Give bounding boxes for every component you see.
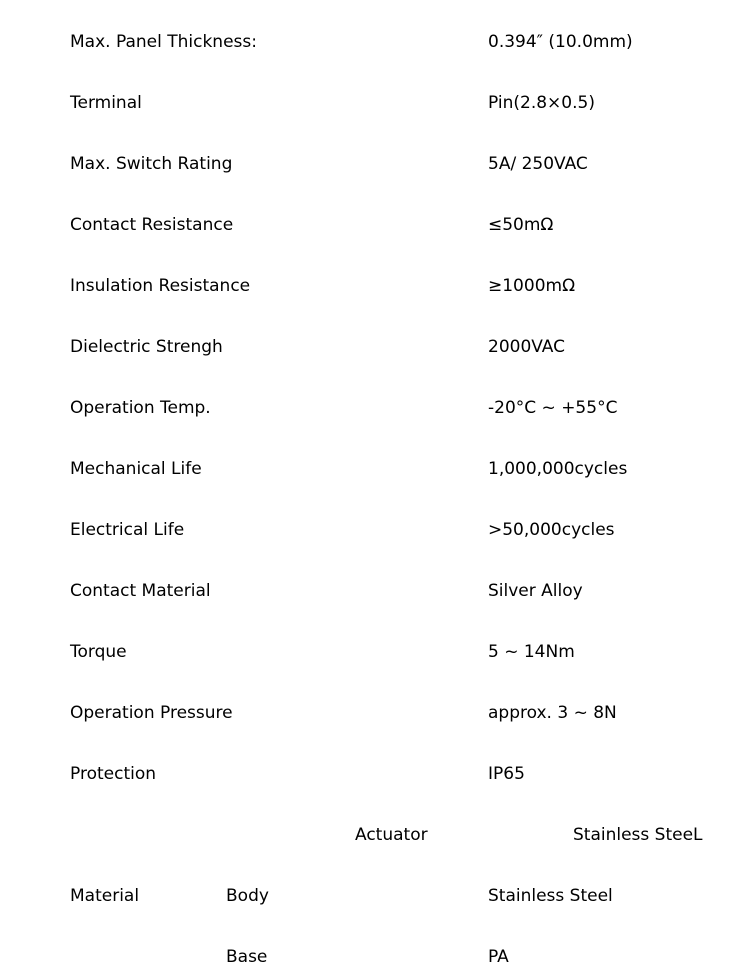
spec-value: 5 ~ 14Nm [488, 642, 575, 662]
spec-label: Dielectric Strengh [70, 337, 223, 357]
spec-row-dielectric-strength [0, 332, 750, 362]
spec-value: Pin(2.8×0.5) [488, 93, 595, 113]
spec-row-mechanical-life [0, 454, 750, 484]
spec-label: Terminal [70, 93, 142, 113]
spec-value: 1,000,000cycles [488, 459, 628, 479]
spec-value: -20°C ~ +55°C [488, 398, 618, 418]
spec-row-panel-thickness [0, 27, 750, 57]
spec-label: Insulation Resistance [70, 276, 251, 296]
spec-row-operation-temp [0, 393, 750, 423]
spec-value: Silver Alloy [488, 581, 583, 601]
spec-label: Max. Switch Rating [70, 154, 233, 174]
spec-row-contact-material [0, 576, 750, 606]
spec-value: IP65 [488, 764, 525, 784]
spec-value: ≥1000mΩ [488, 276, 576, 296]
material-row-body [0, 881, 750, 911]
spec-label: Mechanical Life [70, 459, 202, 479]
material-base-label: Base [226, 947, 268, 967]
spec-row-contact-resistance [0, 210, 750, 240]
spec-label: Max. Panel Thickness: [70, 32, 257, 52]
spec-label: Contact Resistance [70, 215, 234, 235]
spec-row-insulation-resistance [0, 271, 750, 301]
spec-row-operation-pressure [0, 698, 750, 728]
spec-row-electrical-life [0, 515, 750, 545]
spec-label: Electrical Life [70, 520, 185, 540]
material-label: Material [70, 886, 140, 906]
spec-row-protection [0, 759, 750, 789]
spec-value: 2000VAC [488, 337, 566, 357]
spec-label: Torque [70, 642, 127, 662]
spec-value: 0.394″ (10.0mm) [488, 32, 633, 52]
spec-value: >50,000cycles [488, 520, 615, 540]
material-row-actuator [0, 820, 750, 850]
spec-row-torque [0, 637, 750, 667]
material-actuator-label: Actuator [355, 825, 428, 845]
spec-label: Contact Material [70, 581, 211, 601]
material-body-value: Stainless Steel [488, 886, 613, 906]
spec-label: Protection [70, 764, 157, 784]
spec-row-switch-rating [0, 149, 750, 179]
spec-value: 5A/ 250VAC [488, 154, 588, 174]
spec-value: approx. 3 ~ 8N [488, 703, 617, 723]
material-base-value: PA [488, 947, 509, 967]
material-row-base [0, 942, 750, 972]
spec-row-terminal [0, 88, 750, 118]
spec-value: ≤50mΩ [488, 215, 554, 235]
material-body-label: Body [226, 886, 269, 906]
spec-label: Operation Temp. [70, 398, 211, 418]
spec-label: Operation Pressure [70, 703, 233, 723]
material-actuator-value: Stainless SteeL [573, 825, 703, 845]
